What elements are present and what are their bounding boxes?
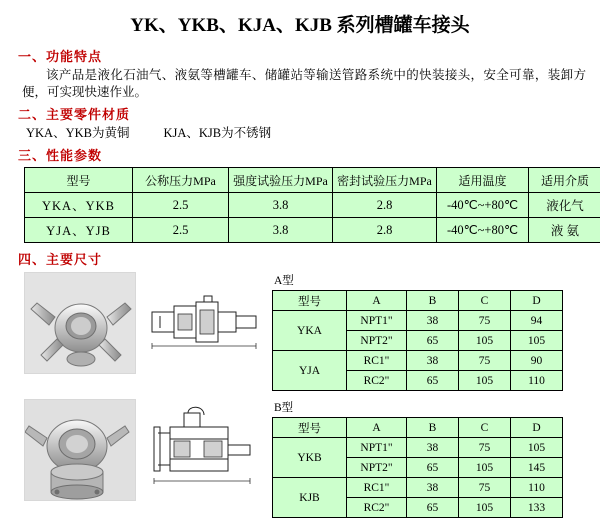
dim-header-cell: A [347, 291, 407, 311]
section-4-heading: 四、主要尺寸 [18, 249, 590, 268]
row-spacer [10, 391, 590, 399]
dim-cell: 145 [511, 458, 563, 478]
dim-cell: 65 [407, 371, 459, 391]
figures-area [10, 272, 590, 518]
photo-coupling-a [24, 272, 136, 374]
dim-cell: 105 [459, 371, 511, 391]
perf-cell: 液化气 [529, 193, 600, 218]
page-title: YK、YKB、KJA、KJB 系列槽罐车接头 [10, 0, 590, 43]
dim-header-cell: 型号 [273, 418, 347, 438]
dim-cell: 90 [511, 351, 563, 371]
section-1-heading: 一、功能特点 [18, 46, 590, 65]
dim-cell-model: YKA [273, 311, 347, 351]
dim-cell: NPT1" [347, 311, 407, 331]
perf-cell: 3.8 [229, 218, 333, 243]
section-1-body: 该产品是液化石油气、液氨等槽罐车、储罐站等输送管路系统中的快装接头，安全可靠，装卸方便，可实现快速作业。 [22, 67, 586, 101]
dim-cell: RC2" [347, 371, 407, 391]
dim-cell: 65 [407, 458, 459, 478]
dim-cell: 75 [459, 311, 511, 331]
dim-table-b-block [272, 399, 563, 518]
dim-cell: 38 [407, 311, 459, 331]
drawing-a-graphic [144, 272, 264, 372]
perf-cell: -40℃~+80℃ [437, 218, 529, 243]
dim-cell: 65 [407, 331, 459, 351]
dim-cell: 38 [407, 478, 459, 498]
dim-cell: 75 [459, 351, 511, 371]
dim-cell: 94 [511, 311, 563, 331]
table-row [273, 478, 563, 498]
perf-cell-model: YKA、YKB [25, 193, 133, 218]
dim-cell: 105 [511, 331, 563, 351]
table-row [273, 351, 563, 371]
photo-b-graphic [25, 400, 135, 500]
material-brass: YKA、YKB为黄铜 [26, 126, 129, 140]
perf-cell: 2.5 [133, 193, 229, 218]
dim-header-cell: 型号 [273, 291, 347, 311]
perf-cell: 液 氨 [529, 218, 600, 243]
dim-header-cell: B [407, 291, 459, 311]
dim-header-cell: D [511, 418, 563, 438]
drawing-b-graphic [144, 399, 264, 499]
dim-cell: 110 [511, 371, 563, 391]
dim-cell: NPT1" [347, 438, 407, 458]
drawing-coupling-a [144, 272, 264, 372]
table-header-row [273, 291, 563, 311]
dim-cell: 105 [511, 438, 563, 458]
dim-table-a-caption: A型 [274, 272, 563, 288]
dim-header-cell: C [459, 291, 511, 311]
dim-cell: 38 [407, 351, 459, 371]
section-2-heading: 二、主要零件材质 [18, 104, 590, 123]
material-stainless: KJA、KJB为不锈钢 [163, 126, 271, 140]
dim-cell: 75 [459, 438, 511, 458]
table-header-row [25, 168, 600, 193]
perf-cell: -40℃~+80℃ [437, 193, 529, 218]
dim-cell: RC2" [347, 498, 407, 518]
dim-cell: 75 [459, 478, 511, 498]
dim-header-cell: A [347, 418, 407, 438]
drawing-coupling-b [144, 399, 264, 499]
perf-header-cell: 公称压力MPa [133, 168, 229, 193]
photo-coupling-b [24, 399, 136, 501]
dim-cell: 105 [459, 331, 511, 351]
dim-header-cell: C [459, 418, 511, 438]
section-3-heading: 三、性能参数 [18, 145, 590, 164]
dim-cell: 65 [407, 498, 459, 518]
dimension-table-b [272, 417, 563, 518]
dim-cell: RC1" [347, 351, 407, 371]
dim-cell: NPT2" [347, 458, 407, 478]
table-row [25, 218, 600, 243]
dim-cell-model: YJA [273, 351, 347, 391]
dim-cell: 38 [407, 438, 459, 458]
dimension-table-a [272, 290, 563, 391]
perf-header-cell: 适用温度 [437, 168, 529, 193]
section-2-body [26, 125, 586, 142]
perf-cell: 2.5 [133, 218, 229, 243]
table-row [273, 311, 563, 331]
dim-cell-model: YKB [273, 438, 347, 478]
dim-header-cell: D [511, 291, 563, 311]
figure-row-a [24, 272, 590, 391]
table-row [25, 193, 600, 218]
photo-a-graphic [25, 273, 135, 373]
table-header-row [273, 418, 563, 438]
dim-table-a-block [272, 272, 563, 391]
perf-header-cell: 强度试验压力MPa [229, 168, 333, 193]
perf-header-cell: 密封试验压力MPa [333, 168, 437, 193]
perf-cell: 3.8 [229, 193, 333, 218]
dim-cell: 105 [459, 458, 511, 478]
dim-table-b-caption: B型 [274, 399, 563, 415]
dim-cell-model: KJB [273, 478, 347, 518]
performance-table [24, 167, 600, 243]
perf-header-cell: 适用介质 [529, 168, 600, 193]
perf-cell: 2.8 [333, 193, 437, 218]
dim-header-cell: B [407, 418, 459, 438]
perf-cell: 2.8 [333, 218, 437, 243]
dim-cell: RC1" [347, 478, 407, 498]
dim-cell: 110 [511, 478, 563, 498]
perf-header-cell: 型号 [25, 168, 133, 193]
figure-row-b [24, 399, 590, 518]
perf-cell-model: YJA、YJB [25, 218, 133, 243]
dim-cell: 105 [459, 498, 511, 518]
table-row [273, 438, 563, 458]
dim-cell: 133 [511, 498, 563, 518]
dim-cell: NPT2" [347, 331, 407, 351]
